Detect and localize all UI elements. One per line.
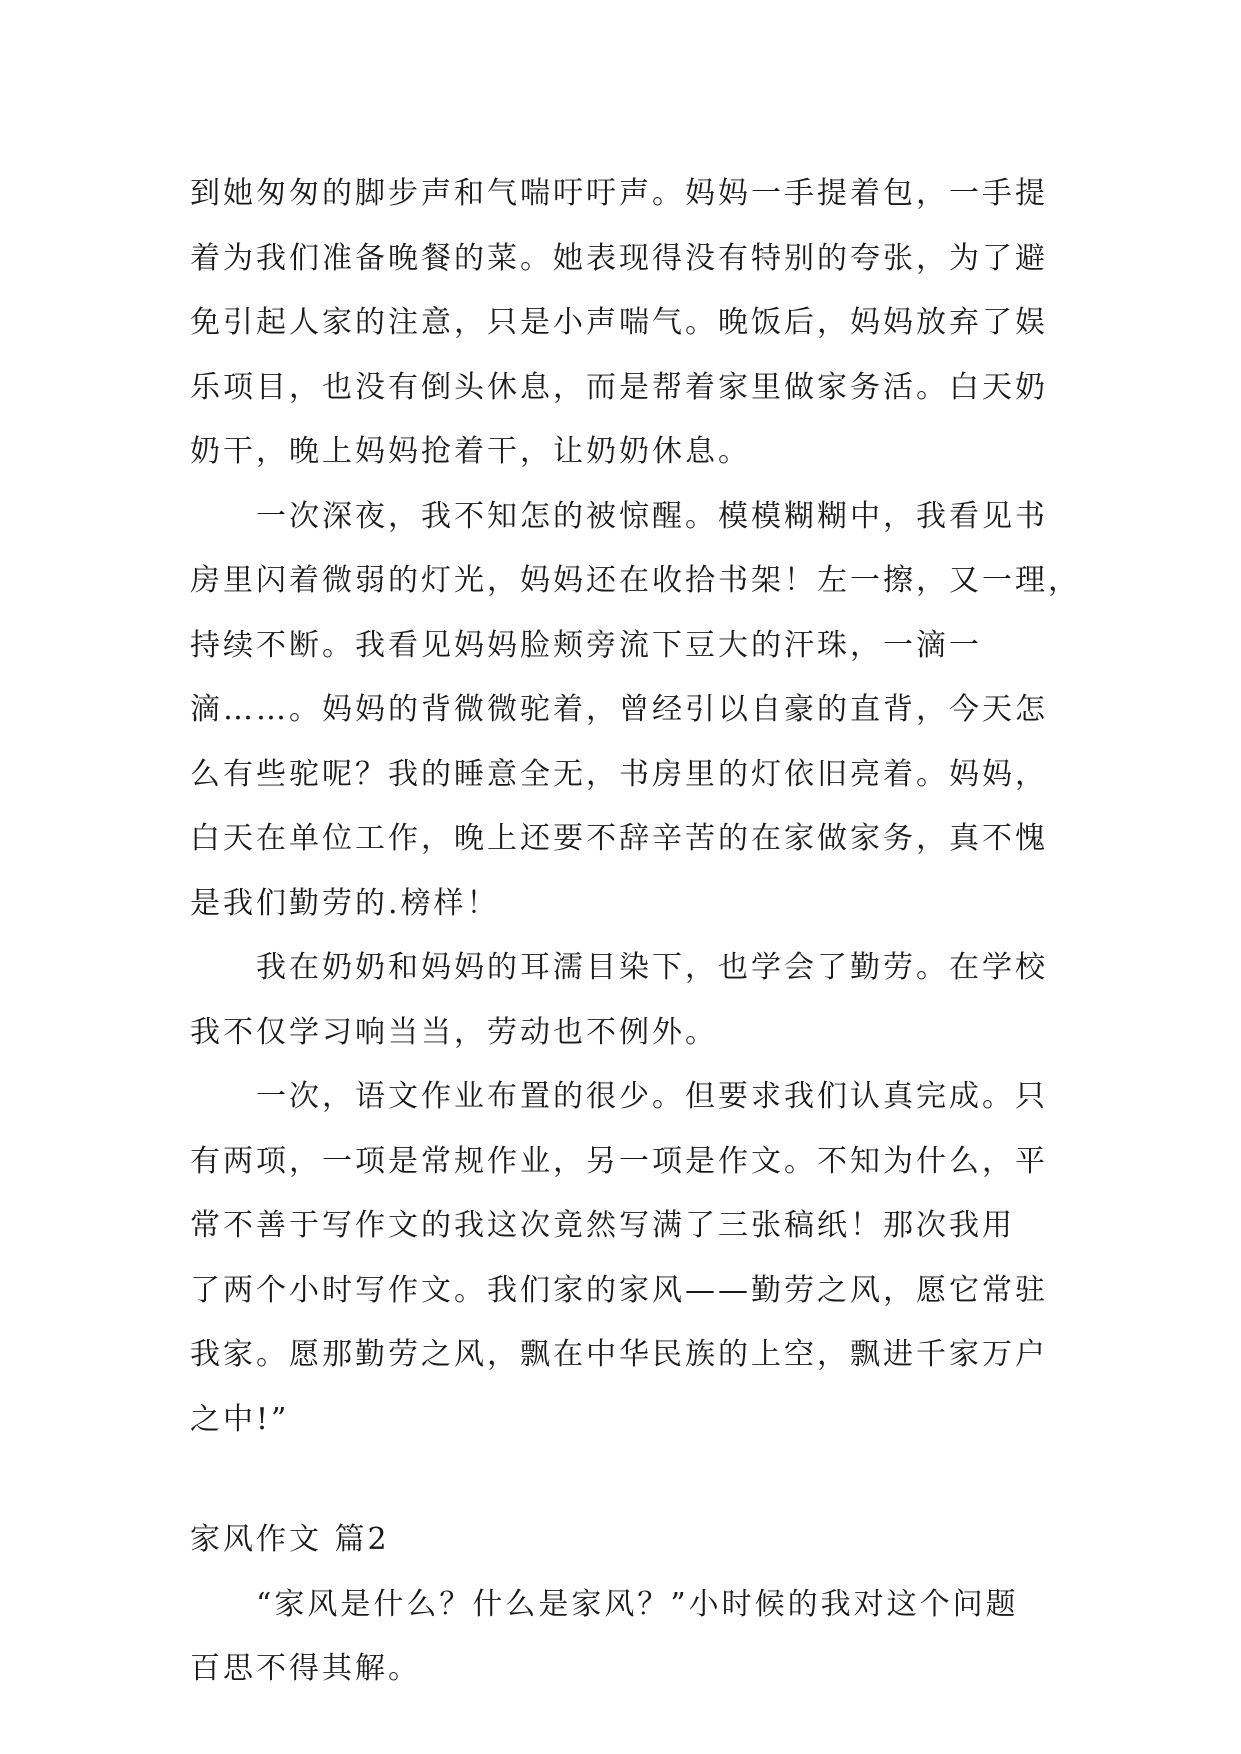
text-line: 白天在单位工作，晚上还要不辞辛苦的在家做家务，真不愧 (190, 821, 1048, 856)
text-line: 之中!” (190, 1401, 290, 1437)
section-heading: 家风作文 篇2 (190, 1522, 390, 1557)
paragraph (190, 1065, 1070, 1452)
text-line: 有两项，一项是常规作业，另一项是作文。不知为什么，平 (190, 1143, 1048, 1179)
article-body (190, 162, 1081, 1702)
paragraph (190, 1573, 1070, 1702)
text-line: 么有些驼呢？我的睡意全无，书房里的灯依旧亮着。妈妈， (190, 756, 1048, 792)
text-line: 一次，语文作业布置的很少。但要求我们认真完成。只 (256, 1079, 1048, 1114)
paragraph (190, 485, 1081, 937)
text-line: 一次深夜，我不知怎的被惊醒。模模糊糊中，我看见书 (256, 498, 1048, 534)
text-line: 奶干，晚上妈妈抢着干，让奶奶休息。 (190, 434, 751, 469)
text-line: 我家。愿那勤劳之风，飘在中华民族的上空，飘进千家万户 (190, 1337, 1048, 1372)
text-line: 滴……。妈妈的背微微驼着，曾经引以自豪的直背，今天怎 (190, 692, 1048, 727)
text-line: “家风是什么？什么是家风？”小时候的我对这个问题 (256, 1586, 1019, 1622)
text-line: 我在奶奶和妈妈的耳濡目染下，也学会了勤劳。在学校 (256, 950, 1048, 985)
text-line: 了两个小时写作文。我们家的家风——勤劳之风，愿它常驻 (190, 1272, 1048, 1308)
text-line: 持续不断。我看见妈妈脸颊旁流下豆大的汗珠，一滴一 (190, 627, 982, 663)
text-line: 房里闪着微弱的灯光，妈妈还在收拾书架！左一擦，又一理， (190, 563, 1081, 598)
paragraph (190, 162, 1070, 485)
text-line: 乐项目，也没有倒头休息，而是帮着家里做家务活。白天奶 (190, 369, 1048, 405)
text-line: 百思不得其解。 (190, 1651, 421, 1686)
text-line: 着为我们准备晚餐的菜。她表现得没有特别的夸张，为了避 (190, 240, 1048, 276)
text-line: 我不仅学习响当当，劳动也不例外。 (190, 1014, 718, 1050)
paragraph (190, 936, 1070, 1065)
text-line: 到她匆匆的脚步声和气喘吁吁声。妈妈一手提着包，一手提 (190, 176, 1048, 211)
text-line: 免引起人家的注意，只是小声喘气。晚饭后，妈妈放弃了娱 (190, 305, 1048, 340)
text-line: 常不善于写作文的我这次竟然写满了三张稿纸！那次我用 (190, 1208, 1015, 1243)
text-line: 是我们勤劳的.榜样！ (190, 885, 500, 921)
